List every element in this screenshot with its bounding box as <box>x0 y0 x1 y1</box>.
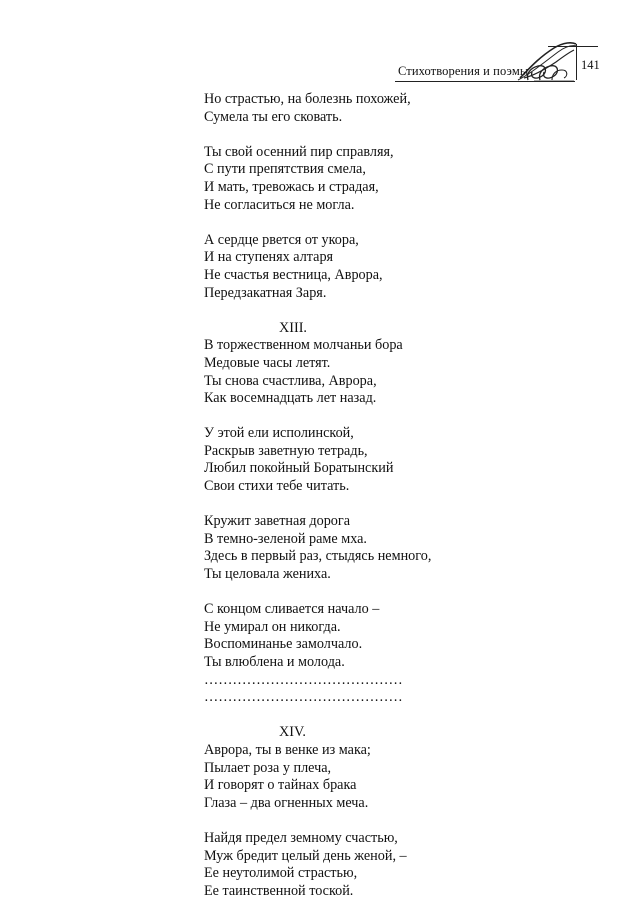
poem-line: Медовые часы летят. <box>204 354 331 371</box>
poem-line: Ты целовала жениха. <box>204 566 331 583</box>
poem-line: Ты снова счастлива, Аврора, <box>204 372 377 389</box>
header-vertical-rule <box>576 44 577 80</box>
poem-line: В темно-зеленой раме мха. <box>204 530 367 547</box>
stanza <box>204 91 564 126</box>
poem-line: С концом сливается начало – <box>204 601 380 618</box>
poem-line: Ты свой осенний пир справляя, <box>204 143 394 160</box>
stanza <box>204 601 564 707</box>
poem-line: Не согласиться не могла. <box>204 196 355 213</box>
poem-line: Найдя предел земному счастью, <box>204 829 398 846</box>
stanza <box>204 144 564 214</box>
poem-line: А сердце рвется от укора, <box>204 231 359 248</box>
poem-line: Передзакатная Заря. <box>204 284 327 301</box>
poem-line: Глаза – два огненных меча. <box>204 794 369 811</box>
poem-line: Здесь в первый раз, стыдясь немного, <box>204 548 432 565</box>
poem-line: Ее таинственной тоской. <box>204 882 354 899</box>
poem-line: Ее неутолимой страстью, <box>204 865 358 882</box>
header-rule <box>395 81 575 82</box>
section-heading-13: XIII. <box>279 319 307 336</box>
poem-line: Кружит заветная дорога <box>204 513 351 530</box>
poem-line: Пылает роза у плеча, <box>204 759 332 776</box>
poem-line: Любил покойный Боратынский <box>204 460 394 477</box>
stanza <box>204 425 564 495</box>
poem-line: Свои стихи тебе читать. <box>204 478 350 495</box>
section-heading-14: XIV. <box>279 724 306 741</box>
poem-line: И говорят о тайнах брака <box>204 777 357 794</box>
poem-line: Воспоминанье замолчало. <box>204 636 363 653</box>
poem-line: Не умирал он никогда. <box>204 618 341 635</box>
poem-line: Не счастья вестница, Аврора, <box>204 266 383 283</box>
poem-body <box>204 91 564 900</box>
stanza <box>204 742 564 812</box>
poem-line: Как восемнадцать лет назад. <box>204 390 377 407</box>
page-number: 141 <box>581 58 600 72</box>
poem-line: Аврора, ты в венке из мака; <box>204 741 371 758</box>
stanza <box>204 513 564 583</box>
poem-line: Сумела ты его сковать. <box>204 108 343 125</box>
stanza <box>204 830 564 900</box>
poem-line: С пути препятствия смела, <box>204 161 366 178</box>
page-header <box>0 0 628 90</box>
poem-line: Ты влюблена и молода. <box>204 654 345 670</box>
ellipsis-line: …………………………………… <box>204 689 403 706</box>
poem-line: У этой ели исполинской, <box>204 425 354 442</box>
header-top-rule <box>548 46 598 47</box>
poem-line: Муж бредит целый день женой, – <box>204 847 407 864</box>
ellipsis-line: …………………………………… <box>204 671 403 688</box>
poem-line: Но страстью, на болезнь похожей, <box>204 91 411 107</box>
stanza <box>204 232 564 302</box>
poem-line: И на ступенях алтаря <box>204 249 334 266</box>
poem-line: В торжественном молчаньи бора <box>204 337 403 354</box>
stanza <box>204 337 564 407</box>
poem-line: Раскрыв заветную тетрадь, <box>204 442 368 459</box>
running-title: Стихотворения и поэмы <box>398 64 529 78</box>
poem-line: И мать, тревожась и страдая, <box>204 178 379 195</box>
